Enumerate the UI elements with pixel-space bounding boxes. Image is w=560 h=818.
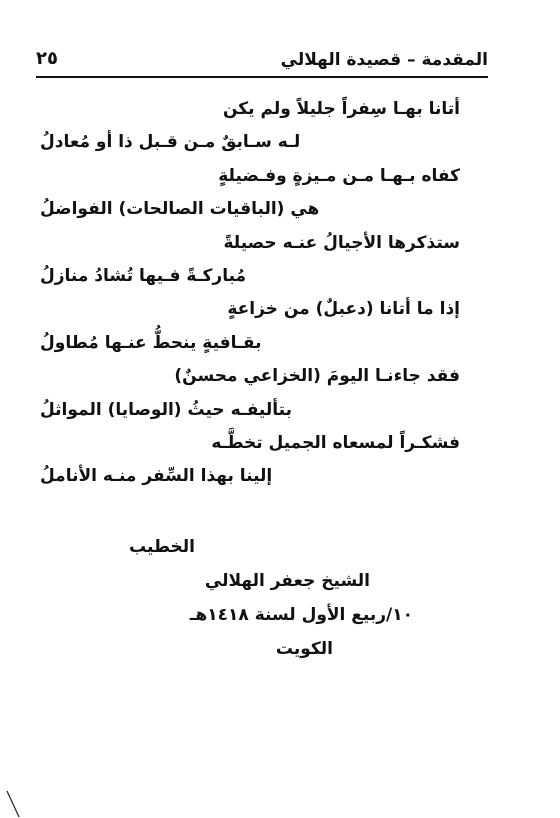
signature-title: الخطيب (129, 537, 195, 557)
poem-line: بقـافيةٍ ينحطُّ عنـها مُطاولُ (40, 332, 262, 353)
page-number: ٢٥ (36, 48, 58, 69)
header-rule (36, 76, 488, 78)
poem-line: لـه سـابقٌ مـن قـبل ذا أو مُعادلُ (40, 132, 301, 153)
poem-line: إلينا بهذا السِّفر منـه الأناملُ (40, 466, 273, 487)
signature-date: ١٠/ربيع الأول لسنة ١٤١٨هـ (189, 605, 413, 625)
pen-stroke-mark (6, 790, 20, 818)
running-title: المقدمة – قصيدة الهلالي (280, 50, 488, 70)
poem-line: بتأليفـه حيثُ (الوصايا) المواثلُ (40, 399, 292, 420)
poem-line: إذا ما أتانا (دعبلٌ) من خزاعةٍ (227, 299, 460, 320)
poem-line: فشكـراً لمسعاه الجميل تخطَّـه (211, 432, 460, 453)
poem-line: مُباركـةً فـيها تُشادُ منازلُ (40, 265, 247, 286)
page-header (36, 44, 488, 78)
poem-line: ستذكرها الأجيالُ عنـه حصيلةً (223, 232, 460, 253)
poem-line: أتانا بهـا سِفراً جليلاً ولم يكن (223, 99, 460, 119)
signature-name: الشيخ جعفر الهلالي (204, 571, 370, 591)
poem-line: هي (الباقيات الصالحات) الفواضلُ (40, 199, 320, 220)
poem-line: فقد جاءنـا اليومَ (الخزاعي محسنٌ) (174, 366, 460, 387)
poem (40, 93, 460, 494)
signature-place: الكويت (275, 639, 333, 659)
poem-line: كفاه بـهـا مـن مـيزةٍ وفـضيلةٍ (218, 165, 460, 186)
